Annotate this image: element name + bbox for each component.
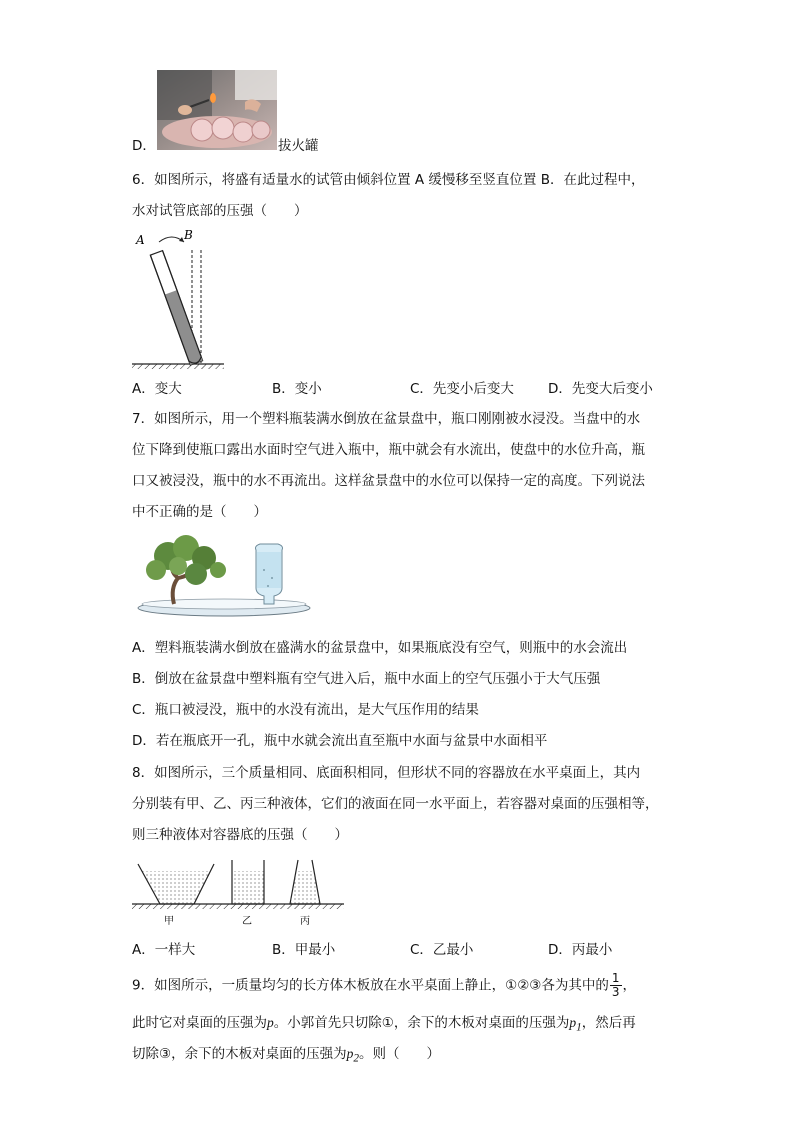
q9-line1-text: 9．如图所示，一质量均匀的长方体木板放在水平桌面上静止，①②③各为其中的 (132, 977, 609, 994)
q7-stem-line-4: 中不正确的是（ ） (132, 504, 267, 520)
q9-stem-line-2 (132, 1013, 636, 1038)
q9-line3-a: 切除③，余下的木板对桌面的压强为 (132, 1046, 347, 1062)
one-third-fraction (610, 972, 622, 999)
q8-label-yi: 乙 (242, 916, 252, 927)
q8-label-jia: 甲 (164, 916, 174, 927)
q9-line2-c: ，然后再 (581, 1015, 636, 1031)
q5-option-d-text: 拔火罐 (278, 138, 319, 154)
q9-stem-line-1 (132, 972, 636, 999)
q8-option-c[interactable]: C．乙最小 (410, 942, 474, 958)
fraction-numerator: 1 (611, 971, 620, 985)
q7-option-d[interactable]: D．若在瓶底开一孔，瓶中水就会流出直至瓶中水面与盆景中水面相平 (132, 733, 548, 749)
symbol-p: p (267, 1015, 274, 1030)
symbol-p1: p (569, 1015, 577, 1030)
q6-test-tube-figure (130, 228, 230, 370)
q5-option-d-letter: D． (132, 138, 156, 154)
q7-stem-line-2: 位下降到使瓶口露出水面时空气进入瓶中，瓶中就会有水流出，使盘中的水位升高，瓶 (132, 442, 645, 458)
q8-stem-line-2: 分别装有甲、乙、丙三种液体，它们的液面在同一水平面上，若容器对桌面的压强相等， (132, 796, 659, 812)
q6-stem-line-2: 水对试管底部的压强（ ） (132, 203, 308, 219)
q8-option-a[interactable]: A．一样大 (132, 942, 196, 958)
q7-option-b[interactable]: B．倒放在盆景盘中塑料瓶有空气进入后，瓶中水面上的空气压强小于大气压强 (132, 671, 601, 687)
q9-line2-a: 此时它对桌面的压强为 (132, 1015, 267, 1031)
q7-stem-line-1: 7．如图所示，用一个塑料瓶装满水倒放在盆景盘中，瓶口刚刚被水浸没。当盘中的水 (132, 411, 641, 427)
q6-label-b: B (184, 228, 193, 242)
q9-line1-end: ， (622, 977, 637, 994)
symbol-p2-sub: 2 (353, 1052, 359, 1065)
cupping-photo (157, 70, 277, 150)
symbol-p1-sub: 1 (576, 1021, 582, 1034)
q7-stem-line-3: 口又被浸没，瓶中的水不再流出。这样盆景盘中的水位可以保持一定的高度。下列说法 (132, 473, 645, 489)
q8-containers-figure (130, 854, 350, 930)
q6-option-a[interactable]: A．变大 (132, 381, 182, 397)
q6-option-b[interactable]: B．变小 (272, 381, 322, 397)
fraction-denominator: 3 (611, 985, 620, 999)
q8-stem-line-1: 8．如图所示，三个质量相同、底面积相同，但形状不同的容器放在水平桌面上，其内 (132, 765, 641, 781)
q7-option-a[interactable]: A．塑料瓶装满水倒放在盛满水的盆景盘中，如果瓶底没有空气，则瓶中的水会流出 (132, 640, 628, 656)
q7-option-c[interactable]: C．瓶口被浸没，瓶中的水没有流出，是大气压作用的结果 (132, 702, 479, 718)
q6-option-d[interactable]: D．先变大后变小 (548, 381, 653, 397)
q8-option-d[interactable]: D．丙最小 (548, 942, 613, 958)
q9-line3-b: 。则（ ） (358, 1046, 440, 1062)
q6-option-c[interactable]: C．先变小后变大 (410, 381, 514, 397)
q6-label-a: A (136, 233, 145, 247)
q6-stem-line-1: 6．如图所示，将盛有适量水的试管由倾斜位置 A 缓慢移至竖直位置 B．在此过程中， (132, 172, 645, 188)
q8-label-bing: 丙 (300, 916, 310, 927)
q8-option-b[interactable]: B．甲最小 (272, 942, 336, 958)
q9-line2-b: 。小郭首先只切除①，余下的木板对桌面的压强为 (273, 1015, 570, 1031)
q8-stem-line-3: 则三种液体对容器底的压强（ ） (132, 827, 348, 843)
q9-stem-line-3 (132, 1044, 440, 1069)
symbol-p2: p (346, 1046, 354, 1061)
q7-bonsai-figure (134, 530, 314, 622)
